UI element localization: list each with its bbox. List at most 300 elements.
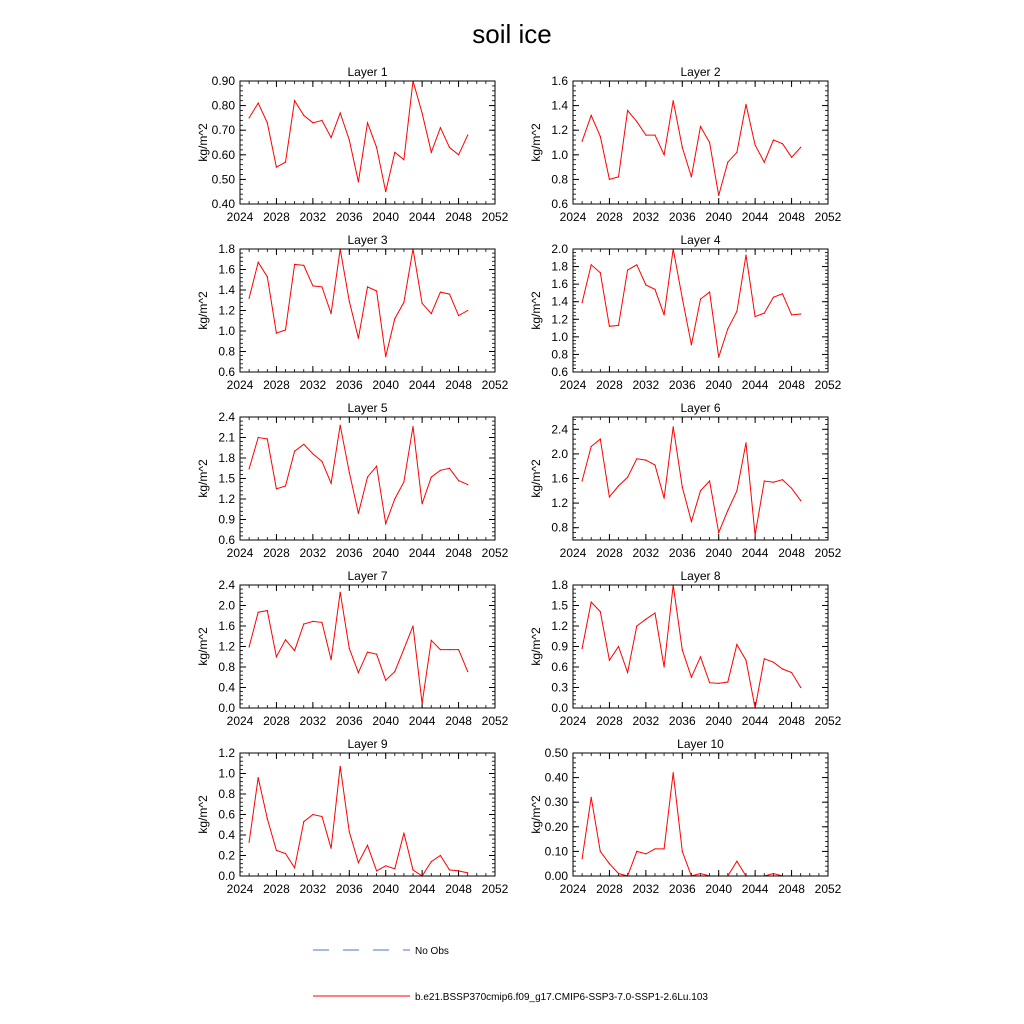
data-point: [285, 485, 286, 486]
y-tick-label: 2.0: [218, 598, 235, 613]
data-point: [312, 122, 313, 123]
x-tick-label: 2024: [226, 210, 254, 224]
y-tick-label: 1.0: [218, 324, 235, 338]
y-tick-label: 1.5: [551, 598, 568, 613]
y-tick-label: 2.0: [551, 242, 568, 256]
data-point: [636, 121, 637, 122]
data-point: [431, 861, 432, 862]
data-point: [782, 668, 783, 669]
x-tick-label: 2036: [335, 210, 363, 224]
data-point: [394, 318, 395, 319]
data-point: [321, 461, 322, 462]
y-tick-label: 2.4: [551, 422, 568, 437]
data-point: [385, 865, 386, 866]
data-point: [321, 622, 322, 623]
series-line: [249, 81, 468, 192]
panel-2: [529, 65, 842, 224]
y-tick-label: 0.6: [218, 533, 235, 547]
panel-8: [529, 569, 842, 728]
x-tick-label: 2040: [705, 546, 733, 560]
data-point: [331, 137, 332, 138]
y-axis-label: kg/m^2: [196, 627, 210, 666]
data-point: [403, 159, 404, 160]
legend: [313, 946, 708, 1003]
data-point: [376, 654, 377, 655]
data-point: [258, 612, 259, 613]
x-tick-label: 2036: [335, 378, 363, 392]
data-point: [385, 523, 386, 524]
data-point: [636, 851, 637, 852]
x-tick-label: 2032: [632, 210, 660, 224]
data-point: [791, 157, 792, 158]
data-point: [412, 426, 413, 427]
x-tick-label: 2032: [632, 546, 660, 560]
y-tick-label: 0.8: [218, 344, 235, 359]
data-point: [682, 147, 683, 148]
x-tick-label: 2024: [226, 714, 254, 728]
x-tick-label: 2036: [335, 714, 363, 728]
x-tick-label: 2032: [299, 378, 327, 392]
data-point: [449, 294, 450, 295]
data-point: [440, 292, 441, 293]
plot-frame: [240, 753, 495, 876]
data-point: [349, 301, 350, 302]
data-point: [394, 152, 395, 153]
data-point: [258, 777, 259, 778]
y-tick-label: 0.6: [218, 807, 235, 822]
data-point: [727, 162, 728, 163]
x-tick-label: 2024: [559, 546, 587, 560]
data-point: [358, 513, 359, 514]
x-tick-label: 2028: [263, 546, 290, 560]
data-point: [394, 671, 395, 672]
y-tick-label: 1.6: [551, 74, 568, 88]
y-tick-label: 0.6: [218, 365, 235, 379]
data-point: [431, 477, 432, 478]
data-point: [691, 176, 692, 177]
series-line: [582, 249, 801, 357]
data-point: [249, 646, 250, 647]
data-point: [276, 488, 277, 489]
data-point: [385, 191, 386, 192]
data-point: [358, 338, 359, 339]
data-point: [340, 766, 341, 767]
x-tick-label: 2052: [481, 882, 509, 896]
data-point: [367, 845, 368, 846]
y-tick-label: 0.50: [211, 172, 235, 187]
x-tick-label: 2024: [226, 882, 254, 896]
data-point: [800, 147, 801, 148]
data-point: [736, 861, 737, 862]
x-tick-label: 2028: [263, 378, 290, 392]
data-point: [773, 482, 774, 483]
data-point: [627, 270, 628, 271]
data-point: [349, 139, 350, 140]
data-point: [582, 141, 583, 142]
data-point: [627, 672, 628, 673]
data-point: [458, 649, 459, 650]
data-point: [755, 316, 756, 317]
data-point: [458, 870, 459, 871]
data-point: [736, 152, 737, 153]
data-point: [340, 112, 341, 113]
data-point: [303, 821, 304, 822]
panels: [196, 65, 842, 896]
data-point: [745, 255, 746, 256]
data-point: [276, 333, 277, 334]
data-point: [636, 625, 637, 626]
data-point: [673, 100, 674, 101]
data-point: [440, 470, 441, 471]
panel-1: [196, 65, 509, 224]
panel-title: Layer 4: [680, 233, 721, 247]
x-tick-label: 2048: [445, 546, 472, 560]
x-tick-label: 2048: [778, 378, 805, 392]
data-point: [467, 310, 468, 311]
data-point: [709, 480, 710, 481]
data-point: [276, 850, 277, 851]
y-tick-label: 1.6: [218, 262, 235, 277]
y-tick-label: 0.80: [211, 98, 235, 113]
x-tick-label: 2040: [705, 882, 733, 896]
data-point: [267, 438, 268, 439]
data-point: [600, 136, 601, 137]
x-tick-label: 2024: [559, 714, 587, 728]
series-line: [582, 101, 801, 196]
data-point: [294, 100, 295, 101]
data-point: [618, 485, 619, 486]
y-tick-label: 0.0: [218, 701, 235, 715]
data-point: [358, 181, 359, 182]
y-tick-label: 0.90: [211, 74, 235, 88]
data-point: [600, 611, 601, 612]
x-tick-label: 2044: [741, 714, 769, 728]
data-point: [294, 264, 295, 265]
data-point: [331, 848, 332, 849]
x-tick-label: 2028: [596, 378, 623, 392]
x-tick-label: 2032: [632, 882, 660, 896]
x-tick-label: 2040: [372, 546, 400, 560]
data-point: [582, 648, 583, 649]
data-point: [312, 285, 313, 286]
data-point: [376, 290, 377, 291]
plot-frame: [573, 753, 828, 876]
data-point: [367, 652, 368, 653]
x-tick-label: 2048: [445, 210, 472, 224]
y-tick-label: 2.4: [218, 410, 235, 424]
data-point: [249, 298, 250, 299]
x-tick-label: 2048: [445, 714, 472, 728]
data-point: [755, 144, 756, 145]
plot-frame: [240, 81, 495, 204]
data-point: [700, 299, 701, 300]
data-point: [249, 842, 250, 843]
panel-title: Layer 7: [347, 569, 388, 583]
data-point: [422, 703, 423, 704]
data-point: [358, 862, 359, 863]
y-tick-label: 1.0: [551, 329, 568, 344]
y-tick-label: 0.50: [544, 746, 568, 760]
data-point: [791, 488, 792, 489]
y-tick-label: 0.60: [211, 147, 235, 162]
data-point: [331, 483, 332, 484]
data-point: [745, 104, 746, 105]
y-tick-label: 1.0: [551, 147, 568, 162]
data-point: [591, 797, 592, 798]
panel-9: [196, 737, 509, 896]
data-point: [682, 487, 683, 488]
plot-frame: [573, 81, 828, 204]
x-tick-label: 2044: [408, 714, 436, 728]
data-point: [745, 660, 746, 661]
y-tick-label: 0.40: [544, 770, 568, 785]
data-point: [664, 154, 665, 155]
data-point: [258, 437, 259, 438]
y-tick-label: 0.00: [544, 869, 568, 883]
x-tick-label: 2028: [263, 210, 290, 224]
data-point: [600, 851, 601, 852]
data-point: [700, 656, 701, 657]
y-tick-label: 1.2: [551, 312, 568, 327]
series-line: [249, 249, 468, 357]
data-point: [618, 873, 619, 874]
y-axis-label: kg/m^2: [196, 291, 210, 330]
x-tick-label: 2036: [668, 210, 696, 224]
data-point: [431, 152, 432, 153]
data-point: [591, 446, 592, 447]
data-point: [267, 610, 268, 611]
panel-4: [529, 233, 842, 392]
data-point: [800, 500, 801, 501]
data-point: [349, 648, 350, 649]
data-point: [736, 311, 737, 312]
data-point: [764, 162, 765, 163]
data-point: [340, 592, 341, 593]
x-tick-label: 2040: [372, 210, 400, 224]
data-point: [376, 466, 377, 467]
data-point: [782, 143, 783, 144]
data-point: [673, 772, 674, 773]
panel-title: Layer 2: [680, 65, 721, 79]
y-tick-label: 0.8: [551, 520, 568, 535]
x-tick-label: 2048: [445, 882, 472, 896]
y-tick-label: 0.30: [544, 795, 568, 810]
y-tick-label: 0.8: [218, 660, 235, 674]
x-tick-label: 2040: [372, 714, 400, 728]
x-tick-label: 2032: [632, 714, 660, 728]
y-tick-label: 0.9: [218, 512, 235, 527]
x-tick-label: 2032: [299, 882, 327, 896]
legend-obs-label: No Obs: [415, 946, 449, 957]
panel-6: [529, 401, 842, 560]
x-tick-label: 2024: [226, 546, 254, 560]
x-tick-label: 2024: [559, 210, 587, 224]
data-point: [440, 855, 441, 856]
data-point: [736, 644, 737, 645]
x-tick-label: 2028: [596, 210, 623, 224]
data-point: [636, 264, 637, 265]
data-point: [755, 535, 756, 536]
data-point: [709, 292, 710, 293]
data-point: [645, 853, 646, 854]
data-point: [321, 816, 322, 817]
y-axis-label: kg/m^2: [529, 795, 543, 834]
data-point: [340, 425, 341, 426]
x-tick-label: 2036: [335, 546, 363, 560]
x-tick-label: 2036: [668, 714, 696, 728]
x-tick-label: 2052: [814, 378, 842, 392]
data-point: [403, 481, 404, 482]
data-point: [618, 646, 619, 647]
data-point: [645, 460, 646, 461]
y-tick-label: 1.5: [218, 471, 235, 486]
data-point: [331, 313, 332, 314]
x-tick-label: 2032: [299, 210, 327, 224]
data-point: [267, 276, 268, 277]
data-point: [682, 649, 683, 650]
x-tick-label: 2040: [372, 882, 400, 896]
panel-title: Layer 5: [347, 401, 388, 415]
x-tick-label: 2044: [741, 378, 769, 392]
data-point: [467, 872, 468, 873]
y-tick-label: 1.2: [218, 492, 235, 506]
data-point: [449, 147, 450, 148]
data-point: [773, 662, 774, 663]
data-point: [636, 458, 637, 459]
series-line: [249, 425, 468, 523]
y-tick-label: 0.70: [211, 123, 235, 138]
data-point: [591, 602, 592, 603]
y-tick-label: 1.4: [218, 283, 235, 297]
y-tick-label: 0.40: [211, 197, 235, 211]
data-point: [691, 521, 692, 522]
y-axis-label: kg/m^2: [196, 123, 210, 162]
data-point: [258, 262, 259, 263]
x-tick-label: 2052: [814, 210, 842, 224]
data-point: [458, 154, 459, 155]
data-point: [321, 120, 322, 121]
x-tick-label: 2028: [263, 714, 290, 728]
data-point: [609, 179, 610, 180]
data-point: [736, 490, 737, 491]
data-point: [376, 147, 377, 148]
data-point: [673, 426, 674, 427]
panel-title: Layer 10: [677, 737, 724, 751]
data-point: [431, 313, 432, 314]
data-point: [276, 167, 277, 168]
x-tick-label: 2028: [596, 546, 623, 560]
data-point: [609, 660, 610, 661]
y-tick-label: 1.4: [551, 294, 568, 309]
data-point: [422, 112, 423, 113]
data-point: [285, 162, 286, 163]
y-tick-label: 0.6: [551, 365, 568, 379]
data-point: [664, 314, 665, 315]
x-tick-label: 2044: [408, 210, 436, 224]
data-point: [745, 442, 746, 443]
panel-title: Layer 1: [347, 65, 388, 79]
data-point: [727, 328, 728, 329]
x-tick-label: 2040: [705, 210, 733, 224]
y-tick-label: 1.8: [218, 242, 235, 256]
x-tick-label: 2040: [705, 714, 733, 728]
data-point: [618, 176, 619, 177]
plot-frame: [240, 585, 495, 708]
panel-3: [196, 233, 509, 392]
x-tick-label: 2052: [814, 546, 842, 560]
panel-title: Layer 6: [680, 401, 721, 415]
data-point: [412, 869, 413, 870]
data-point: [249, 117, 250, 118]
data-point: [800, 313, 801, 314]
data-point: [367, 477, 368, 478]
x-tick-label: 2028: [596, 882, 623, 896]
figure-title: soil ice: [472, 19, 552, 49]
data-point: [303, 444, 304, 445]
y-tick-label: 1.6: [218, 619, 235, 633]
data-point: [440, 127, 441, 128]
data-point: [654, 289, 655, 290]
data-point: [791, 314, 792, 315]
y-tick-label: 1.6: [551, 471, 568, 486]
data-point: [403, 832, 404, 833]
data-point: [367, 286, 368, 287]
y-tick-label: 1.0: [218, 766, 235, 781]
data-point: [294, 867, 295, 868]
data-point: [285, 329, 286, 330]
data-point: [764, 658, 765, 659]
x-tick-label: 2048: [778, 882, 805, 896]
panel-title: Layer 8: [680, 569, 721, 583]
x-tick-label: 2044: [408, 882, 436, 896]
y-tick-label: 0.8: [218, 787, 235, 801]
plot-frame: [573, 417, 828, 540]
data-point: [718, 532, 719, 533]
x-tick-label: 2028: [263, 882, 290, 896]
data-point: [331, 659, 332, 660]
series-line: [249, 766, 468, 876]
data-point: [709, 142, 710, 143]
data-point: [467, 484, 468, 485]
legend-model-label: b.e21.BSSP370cmip6.f09_g17.CMIP6-SSP3-7.0-SSP1-2.6Lu.103: [415, 992, 708, 1003]
data-point: [376, 870, 377, 871]
data-point: [285, 853, 286, 854]
x-tick-label: 2036: [335, 882, 363, 896]
panel-10: [529, 737, 842, 896]
data-point: [403, 302, 404, 303]
x-tick-label: 2048: [778, 546, 805, 560]
x-tick-label: 2032: [299, 546, 327, 560]
series-line: [582, 773, 801, 876]
data-point: [294, 451, 295, 452]
y-tick-label: 2.1: [218, 430, 235, 445]
x-tick-label: 2044: [741, 546, 769, 560]
x-tick-label: 2036: [668, 378, 696, 392]
data-point: [718, 195, 719, 196]
x-tick-label: 2032: [299, 714, 327, 728]
data-point: [773, 297, 774, 298]
y-tick-label: 0.4: [218, 680, 235, 695]
data-point: [773, 873, 774, 874]
data-point: [645, 619, 646, 620]
data-point: [609, 326, 610, 327]
y-tick-label: 1.8: [551, 578, 568, 592]
data-point: [700, 490, 701, 491]
x-tick-label: 2044: [408, 378, 436, 392]
y-tick-label: 0.4: [218, 828, 235, 842]
data-point: [467, 135, 468, 136]
data-point: [618, 325, 619, 326]
